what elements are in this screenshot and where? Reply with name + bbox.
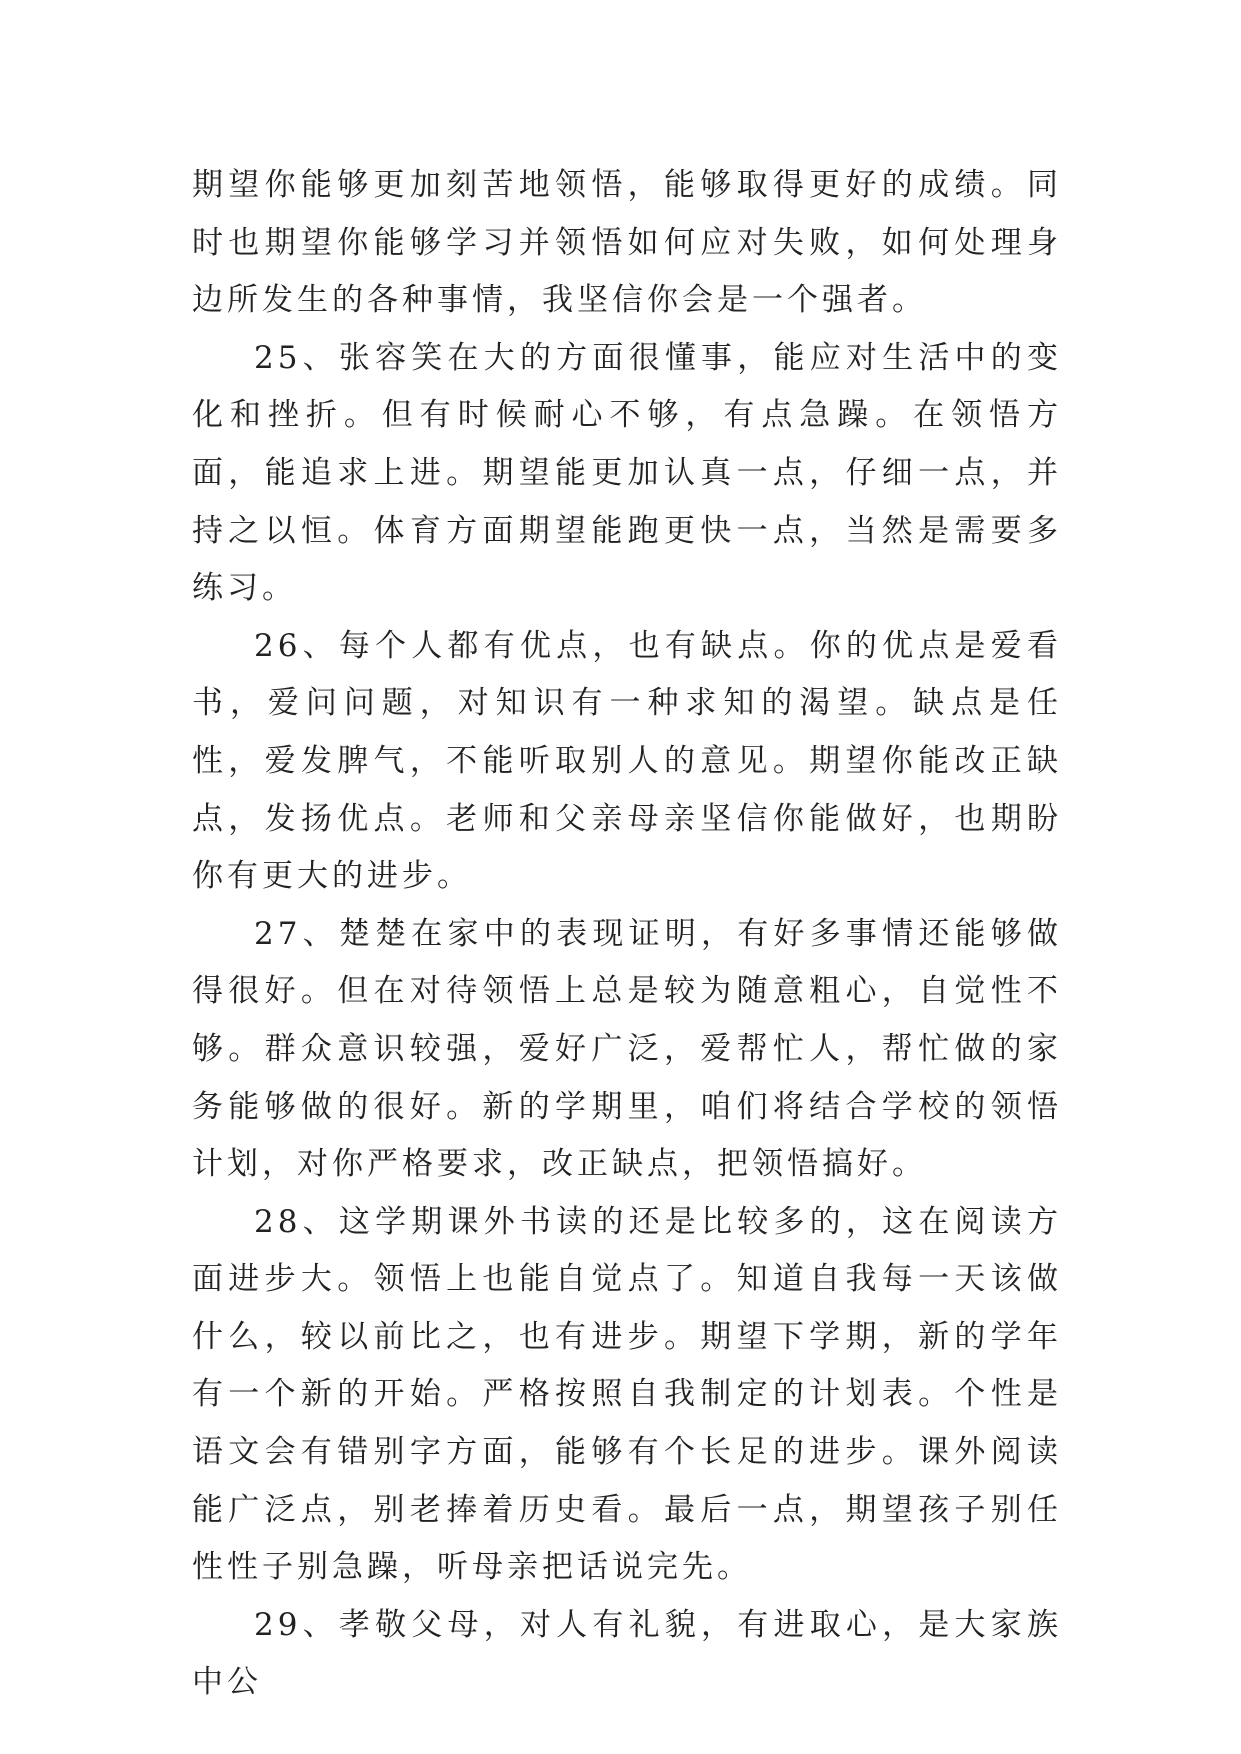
text-line: 老师和父亲母亲坚信你能做好，也期盼你有更大的进步。 [192, 800, 1063, 895]
text-line: 的各种事情，我坚信你会是一个强者。 [332, 282, 927, 319]
paragraph [192, 1194, 1062, 1597]
paragraph [192, 618, 1062, 906]
text-line: 步大。领悟上也能自觉点了。知道自我每一天该做什么，较 [192, 1261, 1062, 1355]
text-line: 史看。最后一点，期望孩子别任性性子别急躁，听母亲把话 [192, 1491, 1063, 1586]
text-line: 以前比之，也有进步。期望下学期，新的学年有一个新的开 [192, 1318, 1062, 1413]
paragraph [192, 906, 1062, 1194]
paragraph [192, 1597, 1062, 1712]
text-line: 爱问问题，对知识有一种求知的渴望。缺点是任性，爱发脾 [192, 685, 1063, 779]
paragraph [192, 157, 1062, 330]
text-line: 求，改正缺点，把领悟搞好。 [472, 1146, 927, 1183]
text-line: 挫折。但有时候耐心不够，有点急躁。在领悟方面，能追求 [192, 397, 1063, 491]
text-line: 意识较强，爱好广泛，爱帮忙人，帮忙做的家务能够做的很 [192, 1030, 1062, 1125]
paragraph [192, 330, 1062, 618]
text-line: 29、孝敬父母，对人有礼貌，有进取心，是大家族中公 [192, 1606, 1062, 1701]
text-line: 上进。期望能更加认真一点，仔细一点，并持之以恒。体育 [192, 454, 1063, 549]
text-line: 方面期望能跑更快一点，当然是需要多练习。 [192, 512, 1063, 607]
text-line: 期望你能够学习并领悟如何应对失败，如何处理身边所发生 [192, 224, 1062, 319]
text-line: 期望你能够更加刻苦地领悟，能够取得更好的成绩。同时也 [192, 167, 1062, 261]
document-body [192, 157, 1062, 1712]
text-line: 27、楚楚在家中的表现证明，有好多事情还能够做得很 [192, 915, 1062, 1010]
text-line: 好。新的学期里，咱们将结合学校的领悟计划，对你严格要 [192, 1088, 1063, 1183]
text-line: 始。严格按照自我制定的计划表。个性是语文会有错别字方 [192, 1376, 1063, 1471]
text-line: 面，能够有个长足的进步。课外阅读能广泛点，别老捧着历 [192, 1434, 1063, 1528]
text-line: 好。但在对待领悟上总是较为随意粗心，自觉性不够。群众 [192, 973, 1062, 1067]
text-line: 气，不能听取别人的意见。期望你能改正缺点，发扬优点。 [192, 742, 1063, 837]
text-line: 25、张容笑在大的方面很懂事，能应对生活中的变化和 [192, 339, 1062, 434]
text-line: 28、这学期课外书读的还是比较多的，这在阅读方面进 [192, 1203, 1062, 1298]
text-line: 说完先。 [612, 1549, 752, 1586]
text-line: 26、每个人都有优点，也有缺点。你的优点是爱看书， [192, 627, 1062, 722]
